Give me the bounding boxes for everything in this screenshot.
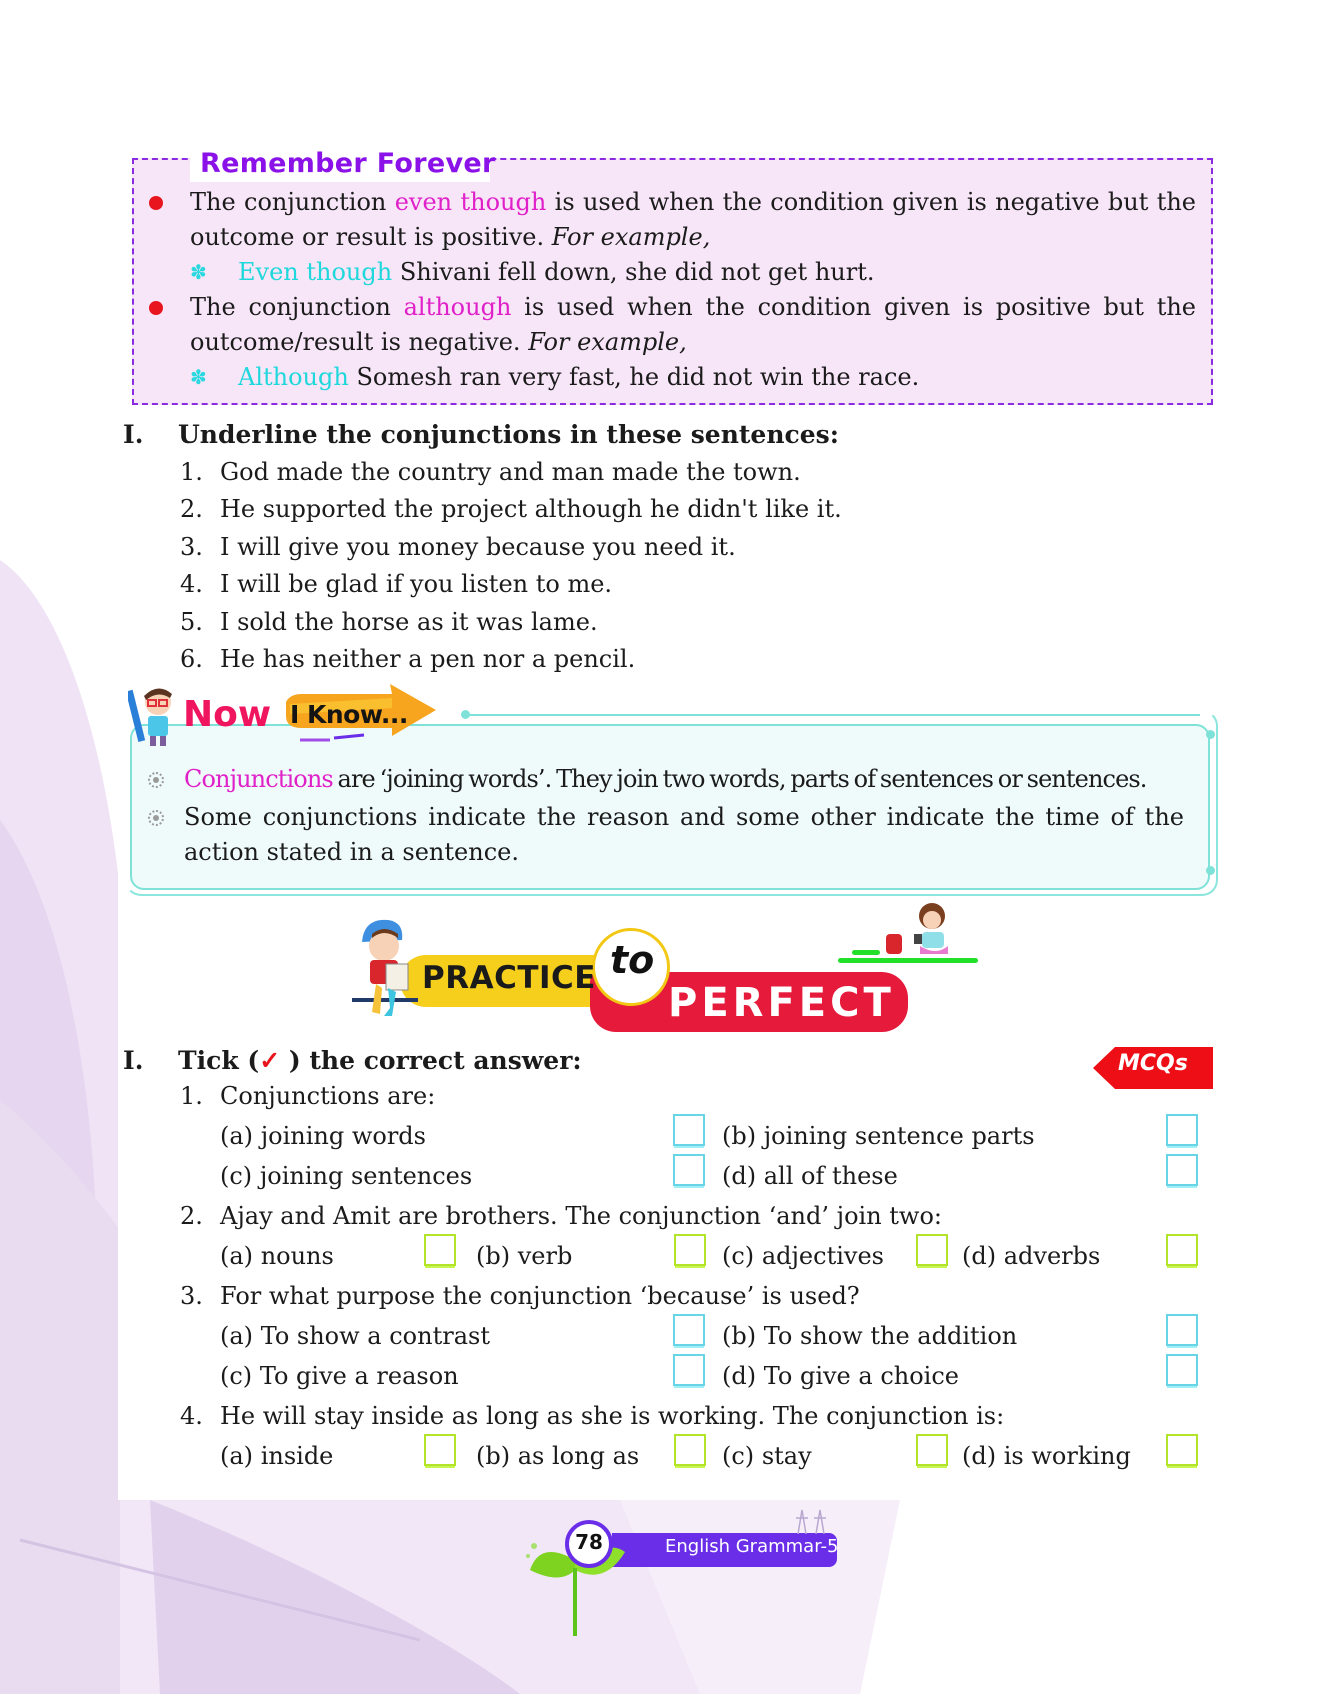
list-item: I sold the horse as it was lame. (220, 608, 598, 636)
option-label: (b) To show the addition (722, 1322, 1018, 1350)
section-roman-numeral: I. (123, 1046, 144, 1075)
pylon-icon (790, 1508, 830, 1534)
question-text: For what purpose the conjunction ‘because’ is used? (220, 1282, 860, 1310)
mcqs-badge-label: MCQs (1118, 1051, 1188, 1076)
to-label: to (610, 938, 655, 982)
list-item: God made the country and man made the town. (220, 458, 801, 486)
perfect-label: PERFECT (668, 980, 895, 1026)
page-number: 78 (575, 1530, 603, 1554)
option-label: (b) as long as (476, 1442, 640, 1470)
question-number: 3. (180, 1282, 203, 1310)
option-label: (d) To give a choice (722, 1362, 959, 1390)
option-label: (b) joining sentence parts (722, 1122, 1035, 1150)
option-label: (c) To give a reason (220, 1362, 459, 1390)
list-item-number: 3. (180, 533, 203, 561)
red-bullet-icon (149, 196, 163, 210)
list-item-number: 1. (180, 458, 203, 486)
option-label: (c) joining sentences (220, 1162, 473, 1190)
now-i-know-point-2-line-2: action stated in a sentence. (184, 838, 519, 866)
list-item: He has neither a pen nor a pencil. (220, 645, 636, 673)
option-label: (b) verb (476, 1242, 573, 1270)
option-label: (d) is working (962, 1442, 1131, 1470)
list-item-number: 2. (180, 495, 203, 523)
remember-example-1: Even though Shivani fell down, she did not get hurt. (238, 258, 875, 286)
option-label: (d) adverbs (962, 1242, 1101, 1270)
keyword-although: although (403, 293, 512, 321)
remember-example-2: Although Somesh ran very fast, he did not win the race. (238, 363, 920, 391)
question-text: Ajay and Amit are brothers. The conjunction ‘and’ join two: (220, 1202, 943, 1230)
boy-with-pencil-illustration (128, 680, 180, 750)
remember-point-1-line-2: outcome or result is positive. For example, (190, 223, 711, 251)
answer-checkbox[interactable] (1166, 1434, 1198, 1466)
answer-checkbox[interactable] (1166, 1154, 1198, 1186)
answer-checkbox[interactable] (673, 1354, 705, 1386)
question-number: 2. (180, 1202, 203, 1230)
dotted-circle-bullet-icon (148, 810, 164, 826)
answer-checkbox[interactable] (673, 1114, 705, 1146)
line-dot (1206, 730, 1215, 739)
answer-checkbox[interactable] (424, 1234, 456, 1266)
remember-point-2-line-2: outcome/result is negative. For example, (190, 328, 687, 356)
red-bullet-icon (149, 301, 163, 315)
i-know-label: I Know... (290, 700, 408, 729)
option-label: (a) nouns (220, 1242, 334, 1270)
dotted-circle-bullet-icon (148, 772, 164, 788)
answer-checkbox[interactable] (674, 1234, 706, 1266)
option-label: (a) joining words (220, 1122, 426, 1150)
answer-checkbox[interactable] (1166, 1354, 1198, 1386)
answer-checkbox[interactable] (673, 1154, 705, 1186)
list-item: He supported the project although he didn't like it. (220, 495, 842, 523)
question-text: Conjunctions are: (220, 1082, 436, 1110)
mcq-title: Tick (✓ ) the correct answer: (178, 1046, 582, 1075)
question-text: He will stay inside as long as she is working. The conjunction is: (220, 1402, 1005, 1430)
practice-label: PRACTICE (422, 960, 596, 996)
list-item-number: 6. (180, 645, 203, 673)
option-label: (c) stay (722, 1442, 812, 1470)
tick-icon: ✓ (259, 1046, 281, 1075)
line-dot (461, 710, 470, 719)
answer-checkbox[interactable] (916, 1234, 948, 1266)
option-label: (a) inside (220, 1442, 334, 1470)
list-item: I will be glad if you listen to me. (220, 570, 613, 598)
now-label: Now (183, 694, 272, 735)
answer-checkbox[interactable] (1166, 1114, 1198, 1146)
answer-checkbox[interactable] (916, 1434, 948, 1466)
remember-point-2-line-1: The conjunction although is used when the condition given is positive but the (190, 293, 1196, 321)
now-i-know-header-line (465, 714, 1200, 716)
now-i-know-point-1: Conjunctions are ‘joining words’. They join two words, parts of sentences or sentences. (184, 765, 1147, 793)
question-number: 4. (180, 1402, 203, 1430)
list-item-number: 5. (180, 608, 203, 636)
question-number: 1. (180, 1082, 203, 1110)
footer-book-title: English Grammar-5 (665, 1536, 839, 1557)
flower-bullet-icon: ✽ (190, 365, 207, 389)
list-item: I will give you money because you need it. (220, 533, 736, 561)
keyword-even-though: even though (394, 188, 547, 216)
girl-with-tablet-illustration (880, 898, 970, 962)
boy-writing-illustration (350, 912, 420, 1022)
underline-exercise-title: Underline the conjunctions in these sentences: (178, 420, 839, 449)
section-roman-numeral: I. (123, 420, 144, 449)
list-item-number: 4. (180, 570, 203, 598)
option-label: (c) adjectives (722, 1242, 884, 1270)
line-dot (1206, 866, 1215, 875)
answer-checkbox[interactable] (424, 1434, 456, 1466)
answer-checkbox[interactable] (673, 1314, 705, 1346)
flower-bullet-icon: ✽ (190, 260, 207, 284)
answer-checkbox[interactable] (1166, 1314, 1198, 1346)
option-label: (d) all of these (722, 1162, 898, 1190)
grass-line (852, 950, 880, 955)
answer-checkbox[interactable] (674, 1434, 706, 1466)
option-label: (a) To show a contrast (220, 1322, 490, 1350)
now-i-know-point-2-line-1: Some conjunctions indicate the reason and some other indicate the time of the (184, 803, 1184, 831)
remember-forever-title: Remember Forever (200, 148, 496, 179)
answer-checkbox[interactable] (1166, 1234, 1198, 1266)
remember-point-1-line-1: The conjunction even though is used when the condition given is negative but the (190, 188, 1197, 216)
